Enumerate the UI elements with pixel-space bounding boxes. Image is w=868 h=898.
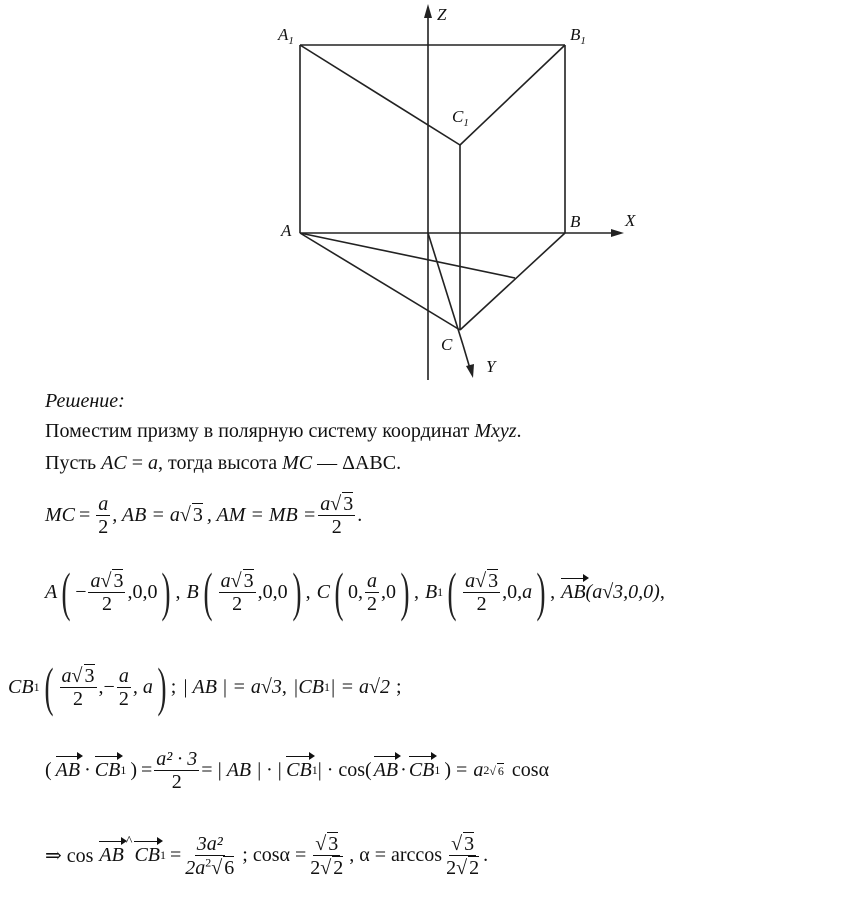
x-axis-label: X: [625, 211, 636, 230]
final-implies: ⇒ cos: [45, 845, 94, 867]
dot-a2: a: [473, 759, 484, 781]
coord-a-frac: $\frac{a√ 3}{2}$: [90, 570, 124, 615]
final-frac2-sqrt2: 2: [333, 857, 344, 879]
vector-ab-coords: (a√3,0,0): [585, 580, 660, 603]
cb1-len-pre: |CB: [292, 675, 324, 698]
final-end: .: [483, 844, 489, 866]
cb1-frac1-a: a: [61, 665, 72, 687]
coord-a-label: A: [45, 580, 58, 603]
final-frac3-two: 2: [446, 857, 457, 879]
cb1-semicolon: ;: [395, 675, 402, 698]
dot-abs-tail: | · cos(: [317, 759, 372, 781]
dot-cb-sub: 1: [120, 763, 127, 777]
paren-close: ): [400, 562, 410, 622]
dot-frac: [154, 748, 199, 793]
coord-b1-frac: $\frac{a√ 3}{2}$: [465, 570, 499, 615]
line2-e: , тогда высота: [158, 452, 283, 474]
vertex-b1-label: $B_1$: [570, 25, 586, 47]
cb1-sub: 1: [33, 679, 40, 694]
final-frac-3: $\frac{√ 3}{2√ 2}$: [446, 833, 480, 879]
equation-final: [45, 832, 488, 879]
final-frac3-sqrt2: 2: [469, 857, 480, 879]
coord-sep-3: ,: [413, 580, 419, 603]
vertex-a1-label: $A_1$: [278, 25, 294, 47]
cb1-len-post: | = a√2: [329, 675, 390, 698]
line2-f: MC: [282, 452, 313, 474]
coord-b-label: B: [186, 580, 199, 603]
equation-coordinates: [45, 562, 665, 622]
eq1-sqrt3: 3: [192, 504, 203, 526]
coord-sep-4: ,: [550, 580, 556, 603]
line1-system: Mxyz: [474, 420, 517, 442]
vertex-a-label: A: [281, 221, 292, 240]
paren-close: ): [536, 562, 546, 622]
dot-abs-cb: CB: [286, 759, 312, 781]
eq1-mc: MC: [45, 503, 75, 526]
cb1-tail: , a: [132, 675, 153, 698]
cb1-frac-1: $\frac{a√ 3}{2}$: [61, 665, 95, 710]
cb1-ab-length: | AB | = a√3: [182, 675, 282, 698]
coord-b1-frac-a: a: [465, 570, 476, 592]
line2-a: Пусть: [45, 452, 102, 474]
coord-b1-tail: ,0,: [502, 580, 523, 603]
coord-c-frac-a: a: [366, 569, 377, 592]
coord-c-zero: 0,: [347, 580, 363, 603]
eq1-end: .: [357, 503, 363, 526]
dot-cb: CB: [94, 759, 121, 781]
dot-sqrt6: √ 6: [489, 763, 504, 778]
final-cb: CB: [134, 844, 160, 866]
line1-text: Поместим призму в полярную систему координат: [45, 420, 475, 442]
eq1-sqrt: √ 3: [179, 504, 203, 526]
final-hat: ^: [125, 833, 133, 849]
coord-b-frac-sqrt3: 3: [243, 570, 254, 592]
cb1-frac2-den: 2: [118, 687, 129, 710]
coord-a-frac-den: 2: [101, 593, 112, 615]
eq1-equals: =: [79, 503, 91, 526]
solution-heading: Решение:: [45, 390, 125, 412]
dot-abs-cb-sub: 1: [311, 763, 318, 777]
solution-line-1: [45, 420, 522, 443]
coord-b-frac-den: 2: [232, 593, 243, 615]
final-frac-1: $\frac{\text{3a²}}{2a^2√ 6}$: [185, 832, 235, 879]
final-frac2-two: 2: [310, 857, 321, 879]
cb1-frac2-a: a: [118, 664, 129, 687]
line2-g: — ΔABC.: [312, 452, 402, 474]
vector-ab: AB: [561, 580, 586, 603]
vertex-c-label: C: [441, 335, 453, 354]
dot-abs-ab: | AB | · |: [216, 759, 283, 781]
y-axis-label: Y: [486, 357, 496, 376]
coord-c-tail: ,0: [380, 580, 396, 603]
coord-sep-2: ,: [305, 580, 311, 603]
vertex-c1-label: $C_1$: [452, 107, 469, 129]
coord-a-minus: −: [75, 580, 87, 603]
final-frac3-sqrt3: 3: [464, 833, 475, 855]
coord-a-frac-a: a: [90, 570, 101, 592]
dot-cosa: cosα: [511, 759, 550, 781]
cb1-len-sub: 1: [323, 679, 330, 694]
coord-b1-label: B: [424, 580, 438, 603]
final-ab: AB: [99, 844, 124, 866]
eq1-den: 2: [98, 515, 109, 538]
coord-end: ,: [659, 580, 665, 603]
final-frac1-den-exp: 2: [205, 854, 212, 869]
cb1-minus: −: [103, 675, 115, 698]
cb1-sep: ;: [170, 675, 177, 698]
cb1-label: CB: [8, 675, 34, 698]
eq1-frac2-a: a: [320, 493, 331, 515]
dot-close: ): [130, 759, 138, 781]
dot-cos-close: ) =: [444, 759, 468, 781]
paren-close: ): [157, 657, 167, 717]
solution-line-2: [45, 452, 401, 475]
coord-b1-frac-den: 2: [476, 593, 487, 615]
coord-b-frac: $\frac{a√ 3}{2}$: [220, 570, 254, 615]
final-eq: =: [170, 844, 182, 866]
final-frac1-den-a: 2a: [185, 856, 206, 879]
dot-cos-op: ·: [400, 759, 407, 781]
line2-c: =: [126, 452, 149, 474]
line2-d: a: [148, 452, 159, 474]
dot-ab: AB: [55, 759, 81, 781]
dot-a2-exp: 2: [483, 763, 490, 777]
dot-cos-cb: CB: [408, 759, 435, 781]
dot-cos-cb-sub: 1: [434, 763, 441, 777]
final-sep1: ; cosα =: [242, 844, 307, 866]
coord-c-frac: [365, 570, 379, 615]
coord-b1-frac-sqrt3: 3: [488, 570, 499, 592]
coord-c-label: C: [316, 580, 330, 603]
paren-open: (: [203, 562, 213, 622]
equation-mc-ab-am: [45, 492, 362, 538]
cb1-comma: ,: [98, 675, 104, 698]
paren-open: (: [44, 657, 54, 717]
eq1-frac2-den: 2: [331, 516, 342, 538]
coord-a-frac-sqrt3: 3: [113, 570, 124, 592]
eq1-num: a: [98, 492, 109, 515]
eq1-am: , AM = MB =: [206, 503, 317, 526]
final-frac-2: $\frac{√ 3}{2√ 2}$: [310, 833, 344, 879]
cb1-frac1-den: 2: [73, 688, 84, 710]
paren-close: ): [292, 562, 302, 622]
final-frac1-sqrt6: 6: [224, 856, 235, 879]
coord-b1-sub: 1: [437, 584, 444, 599]
final-frac2-sqrt3: 3: [328, 833, 339, 855]
cb1-frac-2: [117, 665, 131, 710]
final-cb-sub: 1: [160, 848, 166, 862]
coord-b1-a: a: [522, 580, 533, 603]
equation-cb1: [8, 657, 402, 717]
final-frac1-num: 3a²: [196, 832, 223, 855]
eq1-frac-a-sqrt3-2: $\frac{a√ 3}{2}$: [320, 493, 354, 538]
line1-end: .: [516, 420, 522, 442]
paren-open: (: [334, 562, 344, 622]
eq1-ab: , AB = a: [112, 503, 180, 526]
coord-sep-1: ,: [175, 580, 181, 603]
cb1-comma-2: ,: [281, 675, 287, 698]
dot-eq: =: [141, 759, 153, 781]
paren-close: ): [161, 562, 171, 622]
cb1-frac1-sqrt3: 3: [84, 665, 95, 687]
dot-op: ·: [84, 759, 91, 781]
coord-b-tail: ,0,0: [257, 580, 288, 603]
dot-frac-num: a² · 3: [156, 748, 198, 770]
dot-cos-ab: AB: [373, 759, 399, 781]
eq1-frac2-sqrt3: 3: [343, 493, 354, 515]
dot-frac-den: 2: [171, 771, 182, 793]
dot-sqrt6-val: 6: [497, 763, 504, 778]
equation-dot-product: [45, 748, 549, 793]
paren-open: (: [61, 562, 71, 622]
coord-b-frac-a: a: [220, 570, 231, 592]
line2-b: AC: [101, 452, 127, 474]
z-axis-label: Z: [437, 5, 447, 24]
paren-open: (: [447, 562, 457, 622]
vertex-b-label: B: [570, 212, 581, 231]
dot-open: (: [45, 759, 52, 781]
coord-c-frac-den: 2: [366, 592, 377, 615]
final-sep2: , α = arccos: [349, 844, 443, 866]
eq1-frac-a2: [96, 493, 110, 538]
coord-a-tail: ,0,0: [127, 580, 158, 603]
dot-eq2: =: [201, 759, 213, 781]
